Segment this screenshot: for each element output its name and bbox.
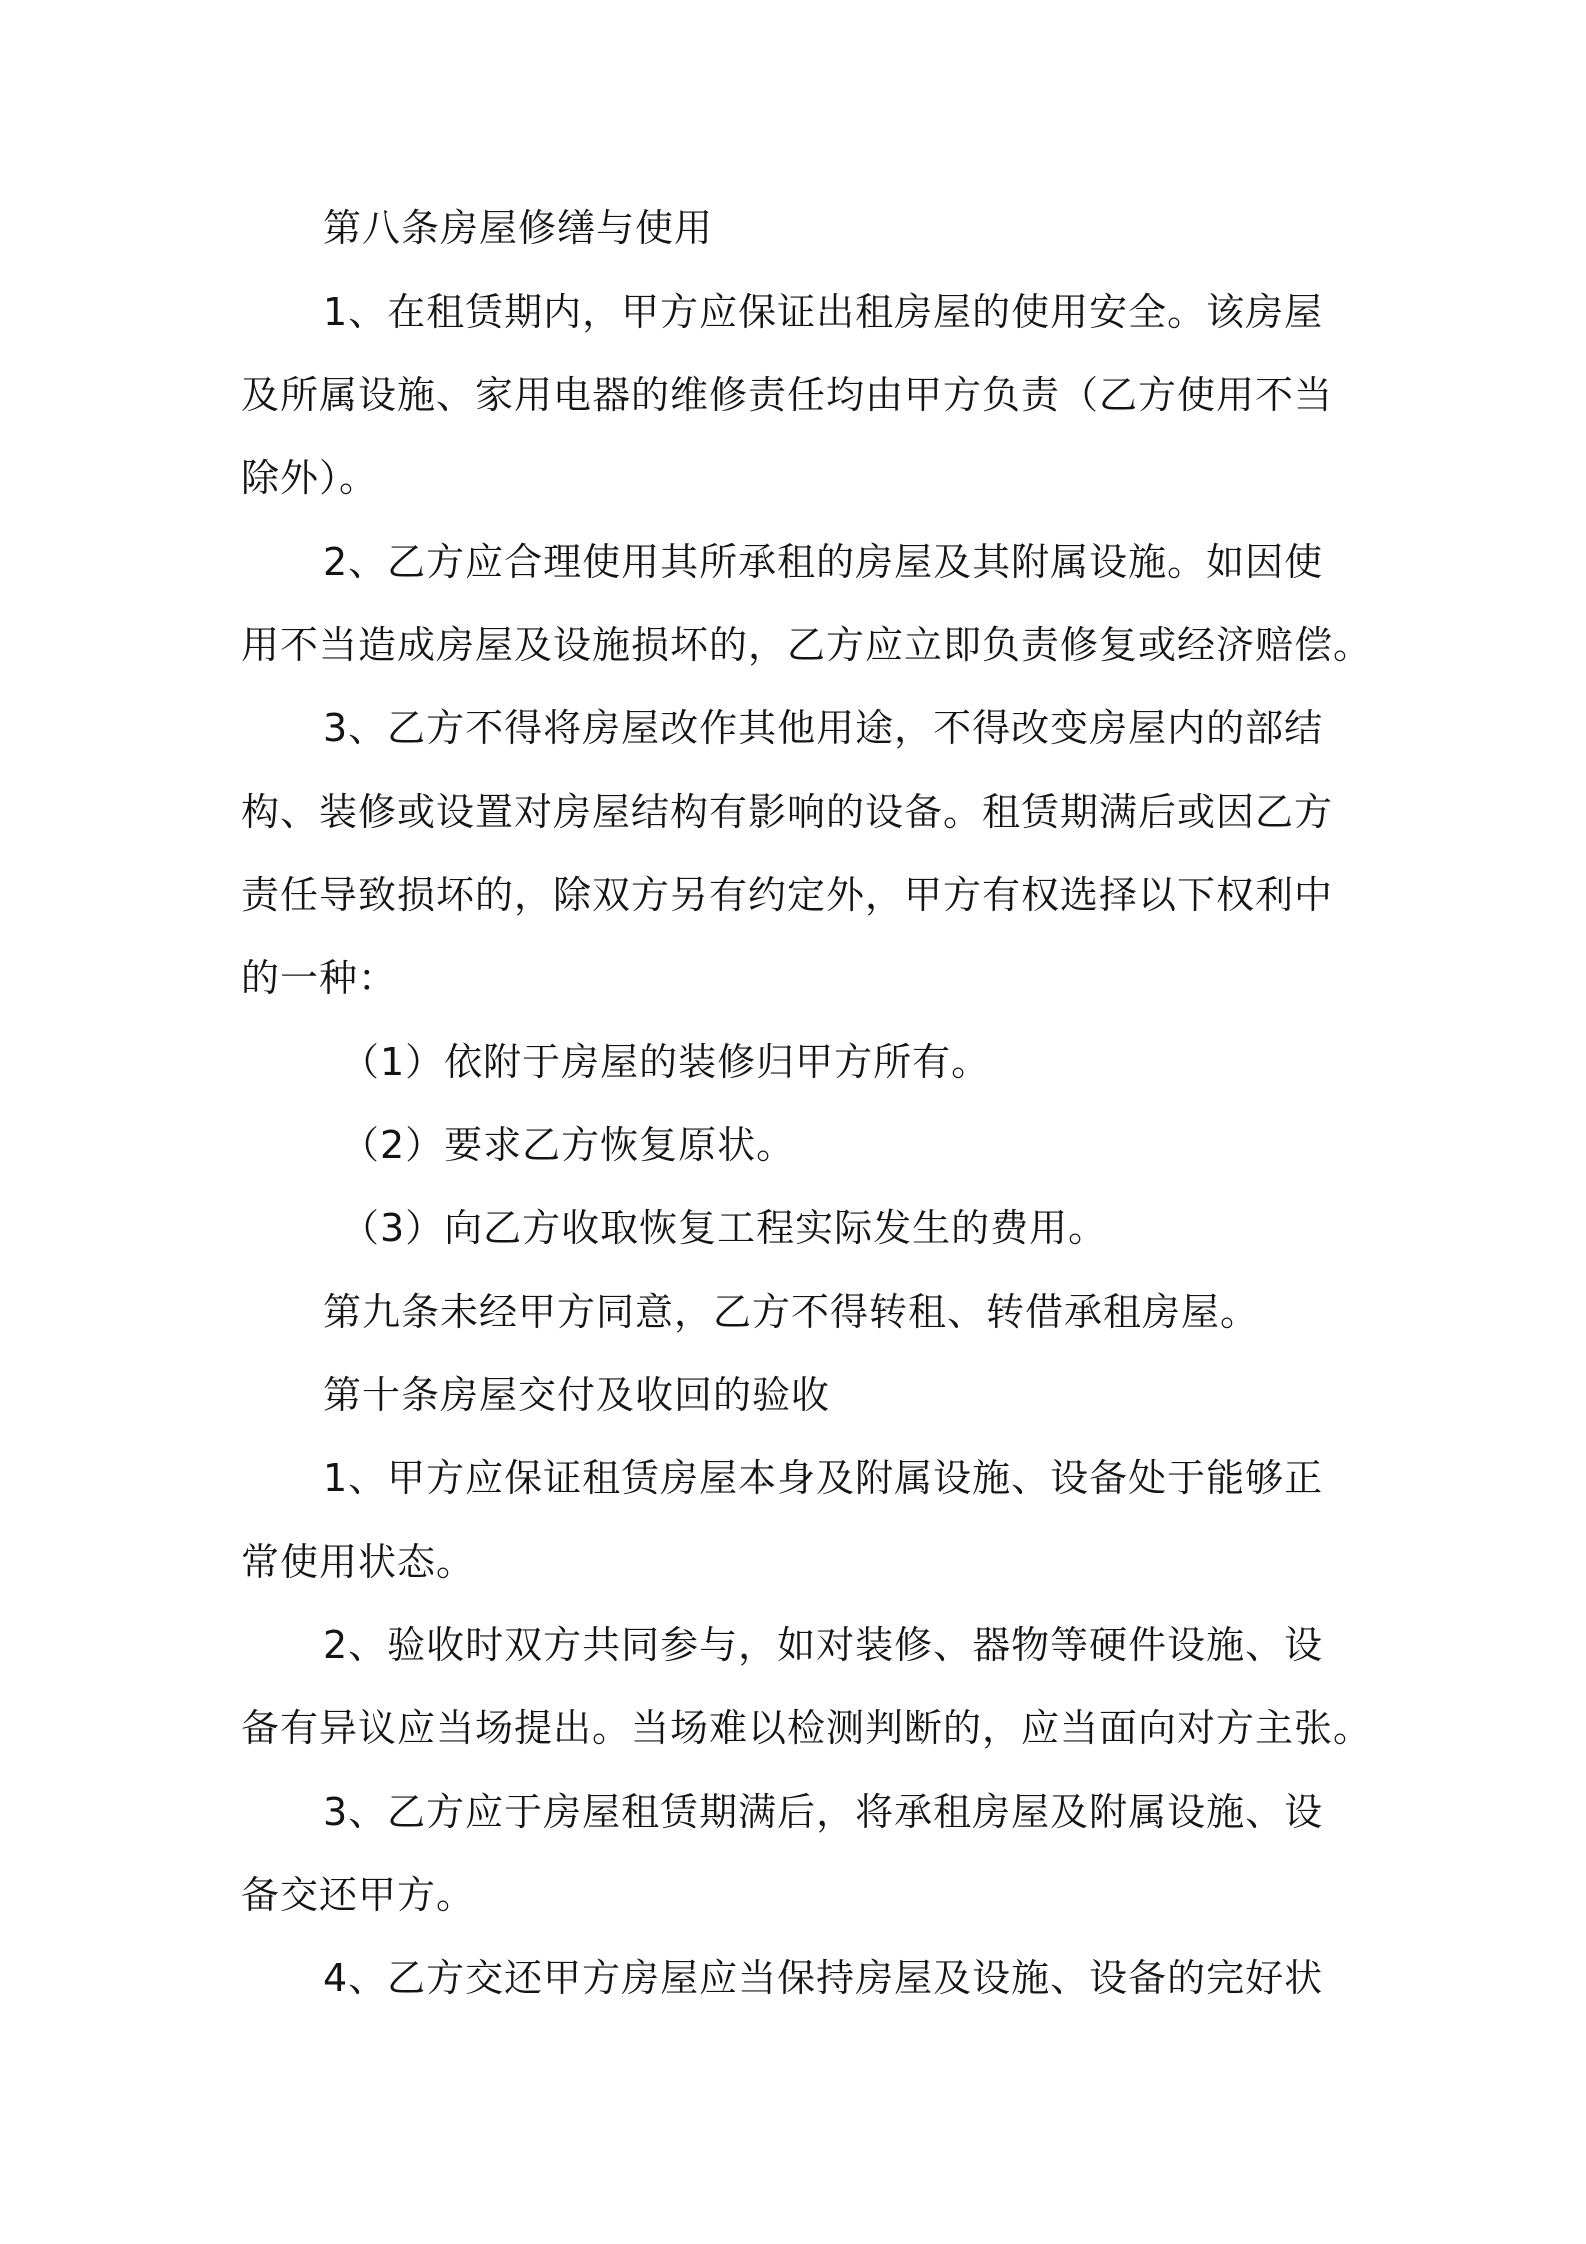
list-item: （1）依附于房屋的装修归甲方所有。 [341, 1040, 991, 1084]
list-item: （3）向乙方收取恢复工程实际发生的费用。 [341, 1206, 1108, 1250]
paragraph-line: 用不当造成房屋及设施损坏的，乙方应立即负责修复或经济赔偿。 [241, 623, 1373, 667]
article-9-line: 第九条未经甲方同意，乙方不得转租、转借承租房屋。 [323, 1290, 1260, 1334]
paragraph-line: 3、乙方不得将房屋改作其他用途，不得改变房屋内的部结 [323, 706, 1324, 750]
paragraph-line: 常使用状态。 [241, 1540, 476, 1584]
paragraph-line: 2、乙方应合理使用其所承租的房屋及其附属设施。如因使 [323, 540, 1324, 584]
paragraph-line: 构、装修或设置对房屋结构有影响的设备。租赁期满后或因乙方 [241, 790, 1334, 834]
paragraph-line: 备交还甲方。 [241, 1873, 476, 1917]
paragraph-line: 3、乙方应于房屋租赁期满后，将承租房屋及附属设施、设 [323, 1790, 1324, 1834]
paragraph-line: 1、在租赁期内，甲方应保证出租房屋的使用安全。该房屋 [323, 290, 1324, 334]
paragraph-line: 2、验收时双方共同参与，如对装修、器物等硬件设施、设 [323, 1623, 1324, 1667]
paragraph-line: 的一种： [241, 956, 398, 1000]
paragraph-line: 除外）。 [241, 456, 379, 500]
article-10-heading: 第十条房屋交付及收回的验收 [323, 1373, 831, 1417]
list-item: （2）要求乙方恢复原状。 [341, 1123, 796, 1167]
paragraph-line: 4、乙方交还甲方房屋应当保持房屋及设施、设备的完好状 [323, 1956, 1324, 2000]
article-8-heading: 第八条房屋修缮与使用 [323, 206, 714, 250]
paragraph-line: 及所属设施、家用电器的维修责任均由甲方负责（乙方使用不当 [241, 373, 1334, 417]
paragraph-line: 备有异议应当场提出。当场难以检测判断的，应当面向对方主张。 [241, 1706, 1373, 1750]
paragraph-line: 责任导致损坏的，除双方另有约定外，甲方有权选择以下权利中 [241, 873, 1334, 917]
paragraph-line: 1、甲方应保证租赁房屋本身及附属设施、设备处于能够正 [323, 1456, 1324, 1500]
